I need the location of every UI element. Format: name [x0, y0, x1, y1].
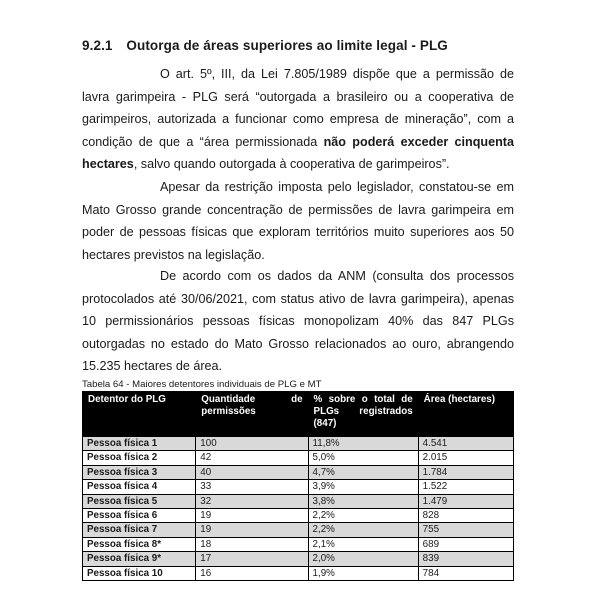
cell-quantity: 19: [196, 523, 308, 537]
cell-quantity: 19: [196, 509, 308, 523]
cell-percent: 2,2%: [308, 523, 418, 537]
cell-quantity: 32: [196, 494, 308, 508]
table-row: [83, 537, 514, 551]
cell-percent: 2,1%: [308, 537, 418, 551]
header-area: Área (hectares): [418, 392, 513, 437]
cell-quantity: 40: [196, 465, 308, 479]
cell-holder: Pessoa física 6: [83, 509, 196, 523]
cell-percent: 2,2%: [308, 509, 418, 523]
table-row: [83, 552, 514, 566]
paragraph-3: [82, 265, 514, 378]
cell-quantity: 33: [196, 480, 308, 494]
table-row: [83, 465, 514, 479]
cell-area: 784: [418, 566, 513, 580]
paragraph-1: [82, 63, 514, 176]
cell-holder: Pessoa física 7: [83, 523, 196, 537]
table-row: [83, 494, 514, 508]
section-heading: [82, 38, 448, 53]
cell-holder: Pessoa física 2: [83, 451, 196, 465]
cell-area: 755: [418, 523, 513, 537]
header-percent: % sobre o total de PLGs registrados (847): [308, 392, 418, 437]
cell-area: 1.479: [418, 494, 513, 508]
cell-percent: 11,8%: [308, 437, 418, 451]
cell-percent: 3,9%: [308, 480, 418, 494]
cell-holder: Pessoa física 1: [83, 437, 196, 451]
cell-quantity: 100: [196, 437, 308, 451]
cell-holder: Pessoa física 9*: [83, 552, 196, 566]
cell-area: 1.784: [418, 465, 513, 479]
table-row: [83, 451, 514, 465]
cell-percent: 5,0%: [308, 451, 418, 465]
cell-holder: Pessoa física 8*: [83, 537, 196, 551]
cell-percent: 2,0%: [308, 552, 418, 566]
cell-area: 4.541: [418, 437, 513, 451]
table-row: [83, 480, 514, 494]
cell-holder: Pessoa física 5: [83, 494, 196, 508]
header-quantity: Quantidade de permissões: [196, 392, 308, 437]
cell-quantity: 16: [196, 566, 308, 580]
paragraph-2-text: Apesar da restrição imposta pelo legislador, constatou-se em Mato Grosso grande concentração de permissões de lavra garimpeira em poder de pessoas físicas que exploram territórios muito superiores aos 50 hectares previstos na legislação.: [82, 180, 514, 262]
cell-holder: Pessoa física 10: [83, 566, 196, 580]
cell-holder: Pessoa física 3: [83, 465, 196, 479]
cell-holder: Pessoa física 4: [83, 480, 196, 494]
header-holder: Detentor do PLG: [83, 392, 196, 437]
cell-area: 689: [418, 537, 513, 551]
table-row: [83, 523, 514, 537]
cell-area: 2.015: [418, 451, 513, 465]
table-body: [83, 437, 514, 581]
paragraph-2: [82, 176, 514, 266]
paragraph-3-text: De acordo com os dados da ANM (consulta dos processos protocolados até 30/06/2021, com status ativo de lavra garimpeira), apenas 10 permissionários pessoas físicas monopolizam 40% das 847 PLGs outorgadas no estado do Mato Grosso relacionados ao ouro, abrangendo 15.235 hectares de área.: [82, 269, 514, 373]
cell-quantity: 17: [196, 552, 308, 566]
table-row: [83, 437, 514, 451]
cell-quantity: 42: [196, 451, 308, 465]
cell-percent: 3,8%: [308, 494, 418, 508]
cell-area: 828: [418, 509, 513, 523]
table-row: [83, 509, 514, 523]
section-number: 9.2.1: [82, 38, 113, 53]
paragraph-1-text-a: O art. 5º, III, da Lei 7.805/1989 dispõe que a permissão de lavra garimpeira - PLG será “outorgada a brasileiro ou a cooperativa de garimpeiros, autorizada a funcionar como empresa de mineração”, com a condição de que a “área permissionada: [82, 67, 514, 149]
cell-percent: 4,7%: [308, 465, 418, 479]
cell-area: 1.522: [418, 480, 513, 494]
cell-area: 839: [418, 552, 513, 566]
cell-percent: 1,9%: [308, 566, 418, 580]
section-title: Outorga de áreas superiores ao limite legal - PLG: [126, 38, 448, 53]
table-header-row: [83, 392, 514, 437]
paragraph-1-bold: não poderá exceder cinquenta hectares: [82, 134, 515, 171]
paragraph-1-text-b: , salvo quando outorgada à cooperativa de garimpeiros”.: [133, 157, 450, 171]
plg-holders-table: [82, 391, 514, 581]
table-row: [83, 566, 514, 580]
cell-quantity: 18: [196, 537, 308, 551]
table-caption: Tabela 64 - Maiores detentores individuais de PLG e MT: [82, 379, 322, 390]
